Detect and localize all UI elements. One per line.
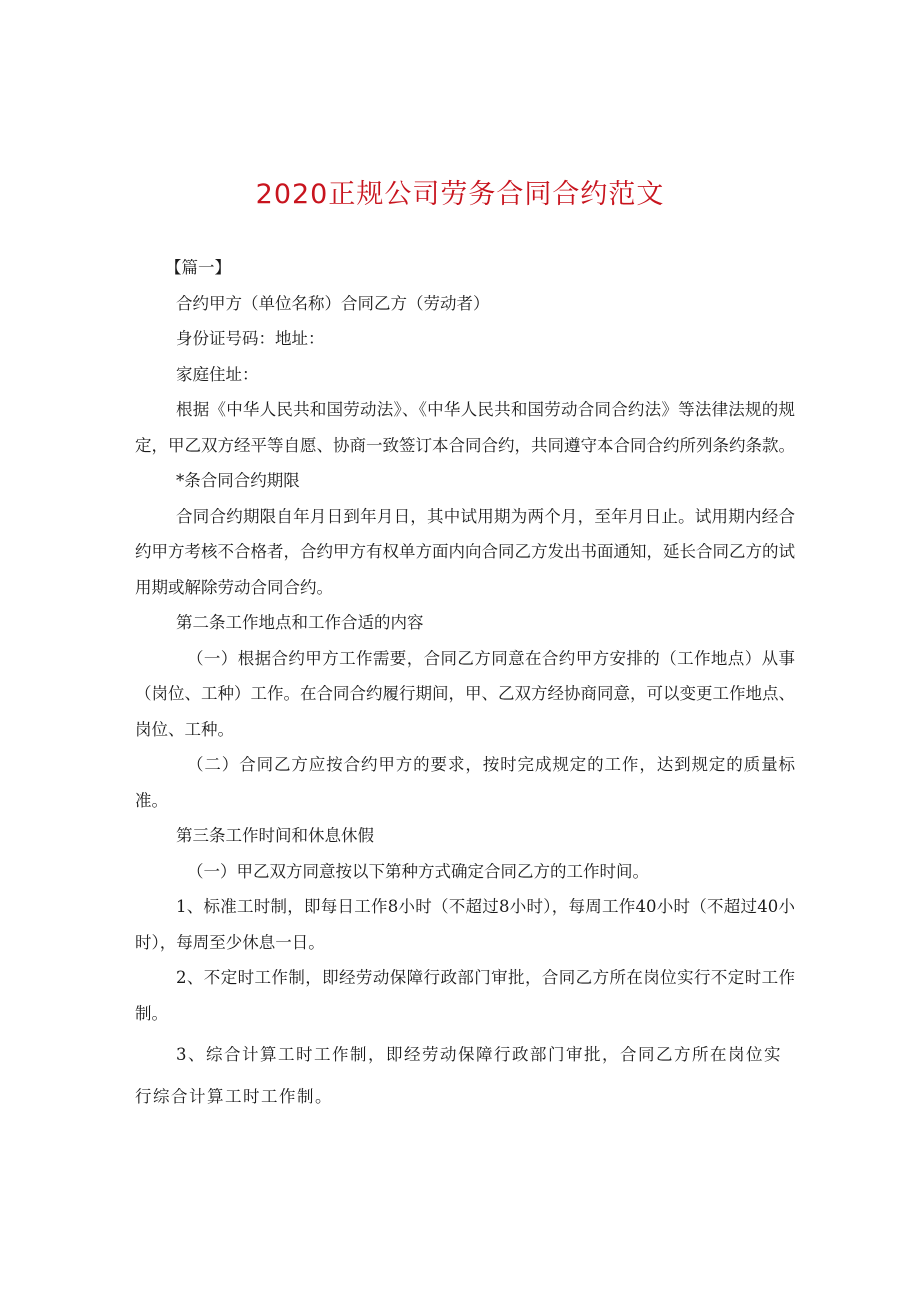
paragraph-work-requirements: （二）合同乙方应按合约甲方的要求，按时完成规定的工作，达到规定的质量标准。 [135, 755, 795, 810]
article-1-heading: *条合同合约期限 [176, 471, 300, 490]
paragraph-work-location: （一）根据合约甲方工作需要，合同乙方同意在合约甲方安排的（工作地点）从事（岗位、工种）工作。在合同合约履行期间，甲、乙双方经协商同意，可以变更工作地点、岗位、工种。 [135, 648, 795, 739]
paragraph-home-address: 家庭住址： [176, 364, 259, 384]
paragraph-id-address: 身份证号码：地址： [176, 329, 325, 348]
section-heading: 【篇一】 [165, 258, 231, 277]
list-item-comprehensive-hours: 3、综合计算工时工作制，即经劳动保障行政部门审批，合同乙方所在岗位实 [176, 1045, 782, 1064]
paragraph-contract-term: 合同合约期限自年月日到年月日，其中试用期为两个月，至年月日止。试用期内经合约甲方考核不合格者，合约甲方有权单方面内向合同乙方发出书面通知，延长合同乙方的试用期或解除劳动合同合约。 [135, 506, 795, 597]
list-item-comprehensive-hours-cont: 行综合计算工时工作制。 [135, 1086, 333, 1106]
document-body [135, 250, 795, 1114]
document-title: 2020正规公司劳务合同合约范文 [255, 179, 665, 210]
paragraph-legal-basis: 根据《中华人民共和国劳动法》、《中华人民共和国劳动合同合约法》等法律法规的规定，甲乙双方经平等自愿、协商一致签订本合同合约，共同遵守本合同合约所列条约条款。 [135, 400, 795, 455]
article-3-heading: 第三条工作时间和休息休假 [176, 826, 374, 845]
list-item-standard-hours: 1、标准工时制，即每日工作8小时（不超过8小时），每周工作40小时（不超过40小时），每周至少休息一日。 [135, 897, 795, 952]
paragraph-parties: 合约甲方（单位名称）合同乙方（劳动者） [176, 293, 490, 313]
paragraph-work-hours-intro: （一）甲乙双方同意按以下第种方式确定合同乙方的工作时间。 [187, 861, 649, 881]
article-2-heading: 第二条工作地点和工作合适的内容 [176, 613, 424, 632]
list-item-flexible-hours: 2、不定时工作制，即经劳动保障行政部门审批，合同乙方所在岗位实行不定时工作制。 [135, 968, 795, 1023]
